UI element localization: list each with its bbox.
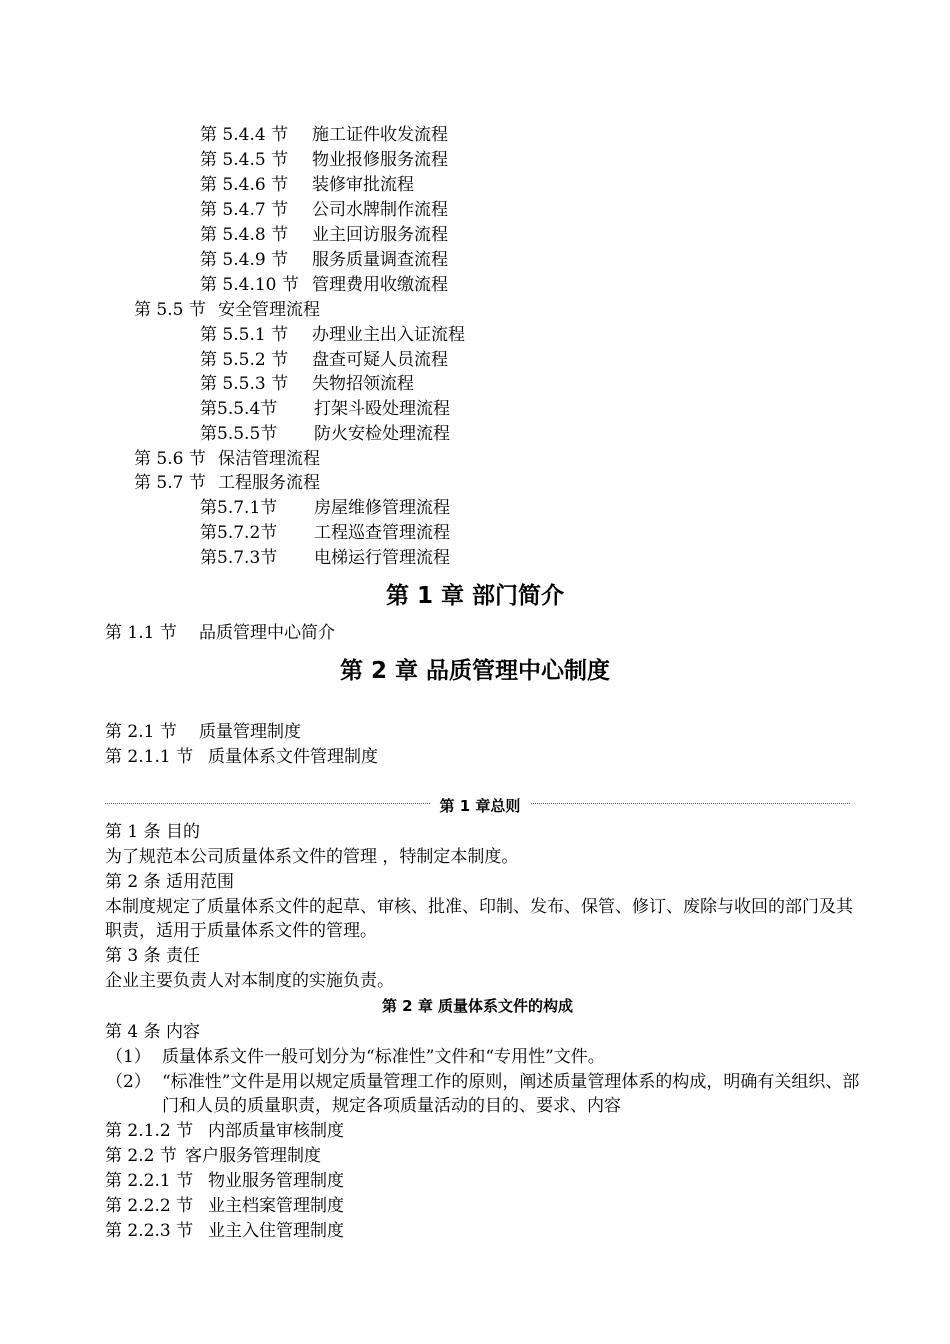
toc-title: 防火安检处理流程 [314,424,450,444]
toc-number: 第5.5.4节 [200,399,278,419]
section-title: 内部质量审核制度 [208,1121,344,1141]
toc-number: 第 5.4.9 节 [200,250,289,270]
toc-number: 第 5.4.7 节 [200,200,289,220]
section-2-2-3 [105,1220,344,1242]
toc-title: 公司水牌制作流程 [312,200,448,220]
toc-number: 第 5.4.10 节 [200,275,299,295]
section-2-1-1 [105,746,378,768]
toc-number: 第5.7.2节 [200,523,278,543]
toc-title: 工程服务流程 [218,473,320,493]
toc-number: 第 5.4.8 节 [200,225,289,245]
toc-entry-5-7-2[interactable] [200,522,450,544]
list-item-1-text: 质量体系文件一般可划分为“标准性”文件和“专用性”文件。 [162,1047,605,1067]
list-item-2-marker: （2） [106,1072,151,1092]
section-number: 第 2.2.2 节 [105,1196,194,1216]
section-number: 第 2.1 节 [105,722,177,742]
toc-number: 第5.7.3节 [200,548,278,568]
toc-entry-5-5-4[interactable] [200,398,450,420]
toc-entry-5-5[interactable] [134,299,320,321]
chapter-1-heading: 第 1 章 部门简介 [385,583,565,609]
toc-number: 第 5.5 节 [134,300,206,320]
toc-number: 第 5.7 节 [134,473,206,493]
toc-number: 第 5.6 节 [134,449,206,469]
toc-title: 物业报修服务流程 [312,150,448,170]
section-2-2 [105,1145,321,1167]
section-2-2-1 [105,1170,344,1192]
article-2-heading: 第 2 条 适用范围 [105,872,235,892]
chapter-2-heading: 第 2 章 品质管理中心制度 [339,658,611,684]
toc-title: 保洁管理流程 [218,449,320,469]
section-2-2-2 [105,1195,344,1217]
toc-title: 工程巡查管理流程 [314,523,450,543]
toc-entry-5-4-8[interactable] [200,224,448,246]
section-title: 客户服务管理制度 [185,1146,321,1166]
toc-title: 房屋维修管理流程 [314,498,450,518]
section-2-1 [105,721,301,743]
article-2-text: 本制度规定了质量体系文件的起草、审核、批准、印制、发布、保管、修订、废除与收回的部门及其职责，适用于质量体系文件的管理。 [105,897,853,941]
toc-number: 第 5.4.6 节 [200,175,289,195]
toc-entry-5-4-4[interactable] [200,124,448,146]
toc-title: 办理业主出入证流程 [312,325,465,345]
toc-entry-5-5-1[interactable] [200,324,465,346]
toc-title: 盘查可疑人员流程 [312,350,448,370]
doc-chapter-2-heading: 第 2 章 质量体系文件的构成 [381,997,574,1015]
toc-number: 第 5.4.5 节 [200,150,289,170]
toc-title: 服务质量调查流程 [312,250,448,270]
section-2-1-2 [105,1120,344,1142]
toc-number: 第5.5.5节 [200,424,278,444]
toc-entry-5-4-6[interactable] [200,174,414,196]
list-item-2-text: “标准性”文件是用以规定质量管理工作的原则，阐述质量管理体系的构成，明确有关组织、部门和人员的质量职责，规定各项质量活动的目的、要求、内容 [162,1072,860,1116]
section-title: 业主档案管理制度 [208,1196,344,1216]
toc-entry-5-4-7[interactable] [200,199,448,221]
toc-number: 第 5.4.4 节 [200,125,289,145]
toc-entry-5-4-5[interactable] [200,149,448,171]
section-number: 第 2.2.1 节 [105,1171,194,1191]
toc-title: 管理费用收缴流程 [312,275,448,295]
toc-number: 第5.7.1节 [200,498,278,518]
section-title: 物业服务管理制度 [208,1171,344,1191]
section-number: 第 2.1.2 节 [105,1121,194,1141]
article-4-heading: 第 4 条 内容 [105,1022,201,1042]
list-item-1-marker: （1） [106,1047,151,1067]
toc-number: 第 5.5.3 节 [200,374,289,394]
toc-number: 第 5.5.1 节 [200,325,289,345]
toc-entry-5-4-10[interactable] [200,274,448,296]
section-title: 品质管理中心简介 [199,623,335,643]
doc-chapter-1-heading: 第 1 章总则 [430,796,530,816]
section-number: 第 2.2 节 [105,1146,177,1166]
toc-number: 第 5.5.2 节 [200,350,289,370]
section-number: 第 1.1 节 [105,623,177,643]
toc-entry-5-5-2[interactable] [200,349,448,371]
toc-title: 装修审批流程 [312,175,414,195]
toc-entry-5-6[interactable] [134,448,320,470]
article-3-heading: 第 3 条 责任 [105,946,201,966]
toc-title: 电梯运行管理流程 [314,548,450,568]
section-title: 质量体系文件管理制度 [208,747,378,767]
toc-entry-5-5-5[interactable] [200,423,450,445]
section-number: 第 2.2.3 节 [105,1221,194,1241]
toc-entry-5-4-9[interactable] [200,249,448,271]
article-1-text: 为了规范本公司质量体系文件的管理 ，特制定本制度。 [105,847,519,867]
section-1-1 [105,622,335,644]
toc-title: 施工证件收发流程 [312,125,448,145]
article-1-heading: 第 1 条 目的 [105,822,201,842]
toc-entry-5-7[interactable] [134,472,320,494]
toc-title: 打架斗殴处理流程 [314,399,450,419]
toc-title: 安全管理流程 [218,300,320,320]
section-title: 业主入住管理制度 [208,1221,344,1241]
section-title: 质量管理制度 [199,722,301,742]
article-3-text: 企业主要负责人对本制度的实施负责。 [105,971,394,991]
toc-title: 失物招领流程 [312,374,414,394]
toc-entry-5-7-1[interactable] [200,497,450,519]
toc-title: 业主回访服务流程 [312,225,448,245]
toc-entry-5-7-3[interactable] [200,547,450,569]
section-number: 第 2.1.1 节 [105,747,194,767]
toc-entry-5-5-3[interactable] [200,373,414,395]
